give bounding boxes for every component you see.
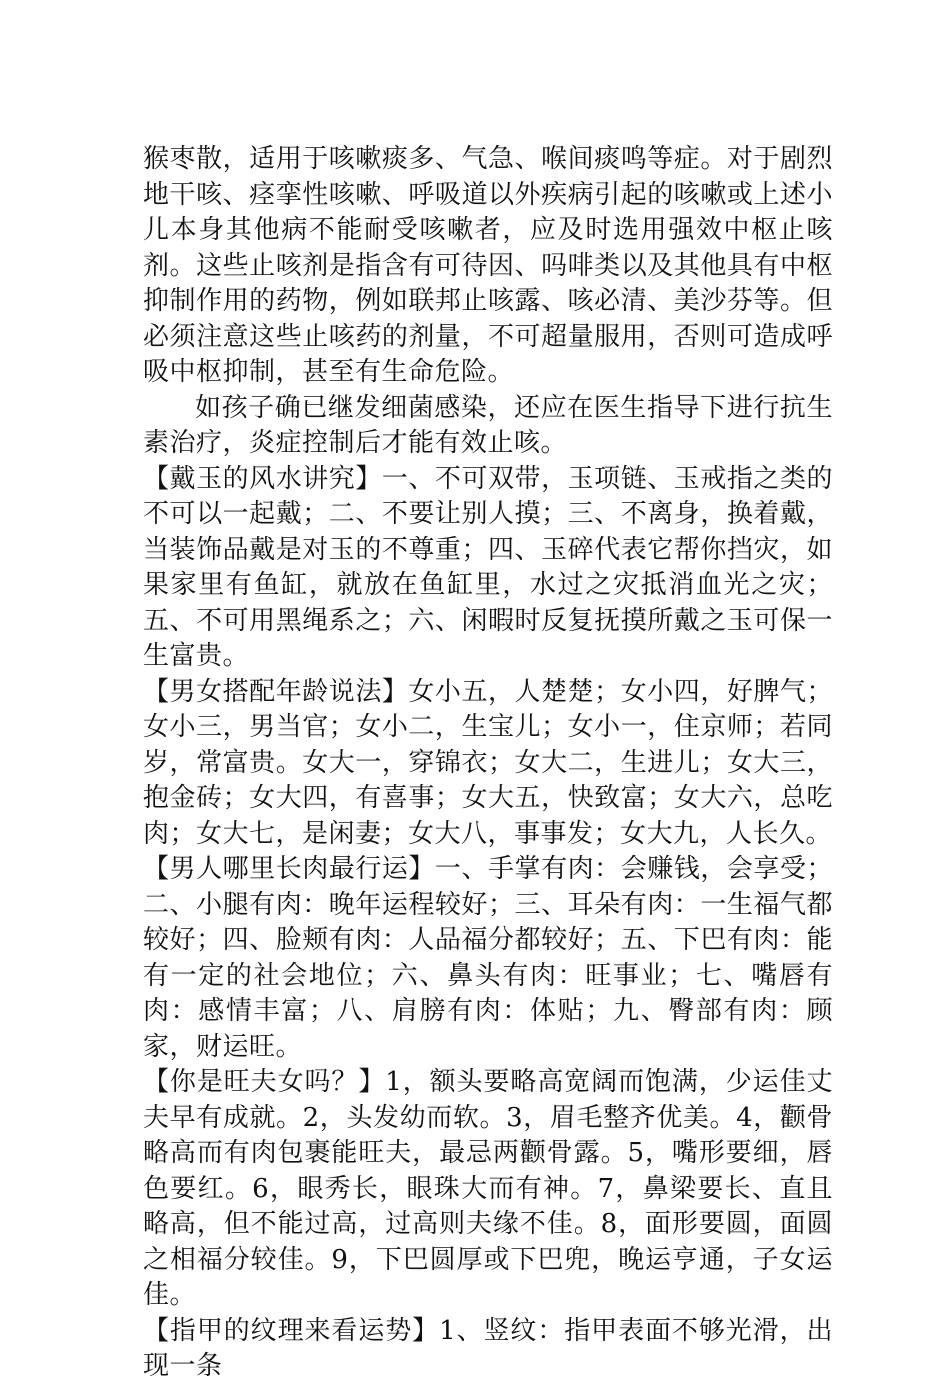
paragraph-men-flesh-fortune: 【男人哪里长肉最行运】一、手掌有肉：会赚钱，会享受；二、小腿有肉：晚年运程较好；三、耳朵有肉：一生福气都较好；四、脸颊有肉：人品福分都较好；五、下巴有肉：能有一定的社会地位；六、鼻头有肉：旺事业；七、嘴唇有肉：感情丰富；八、肩膀有肉：体贴；九、臀部有肉：顾家，财运旺。 — [143, 854, 833, 1062]
paragraph-lucky-wife: 【你是旺夫女吗？】1，额头要略高宽阔而饱满，少运佳丈夫早有成就。2，头发幼而软。3，眉毛整齐优美。4，颧骨略高而有肉包裹能旺夫，最忌两颧骨露。5，嘴形要细，唇色要红。6，眼秀长，眼珠大而有神。7，鼻梁要长、直且略高，但不能过高，过高则夫缘不佳。8，面形要圆，面圆之相福分较佳。9，下巴圆厚或下巴兜，晚运亨通，子女运佳。 — [143, 1067, 833, 1310]
paragraph-jade-fengshui: 【戴玉的风水讲究】一、不可双带，玉项链、玉戒指之类的不可以一起戴；二、不要让别人摸；三、不离身，换着戴，当装饰品戴是对玉的不尊重；四、玉碎代表它帮你挡灾，如果家里有鱼缸，就放在鱼缸里，水过之灾抵消血光之灾；五、不可用黑绳系之；六、闲暇时反复抚摸所戴之玉可保一生富贵。 — [143, 463, 833, 671]
body-text — [143, 142, 833, 1385]
paragraph-fingernail-texture: 【指甲的纹理来看运势】1、竖纹：指甲表面不够光滑，出现一条 — [143, 1315, 833, 1381]
paragraph-cough-medicine: 猴枣散，适用于咳嗽痰多、气急、喉间痰鸣等症。对于剧烈地干咳、痉挛性咳嗽、呼吸道以外疾病引起的咳嗽或上述小儿本身其他病不能耐受咳嗽者，应及时选用强效中枢止咳剂。这些止咳剂是指含有可待因、吗啡类以及其他具有中枢抑制作用的药物，例如联邦止咳露、咳必清、美沙芬等。但必须注意这些止咳药的剂量，不可超量服用，否则可造成呼吸中枢抑制，甚至有生命危险。 — [143, 144, 833, 387]
paragraph-age-matching: 【男女搭配年龄说法】女小五，人楚楚；女小四，好脾气；女小三，男当官；女小二，生宝儿；女小一，住京师；若同岁，常富贵。女大一，穿锦衣；女大二，生进儿；女大三，抱金砖；女大四，有喜事；女大五，快致富；女大六，总吃肉；女大七，是闲妻；女大八，事事发；女大九，人长久。 — [143, 676, 833, 849]
paragraph-antibiotic-treatment: 如孩子确已继发细菌感染，还应在医生指导下进行抗生素治疗，炎症控制后才能有效止咳。 — [143, 392, 833, 458]
